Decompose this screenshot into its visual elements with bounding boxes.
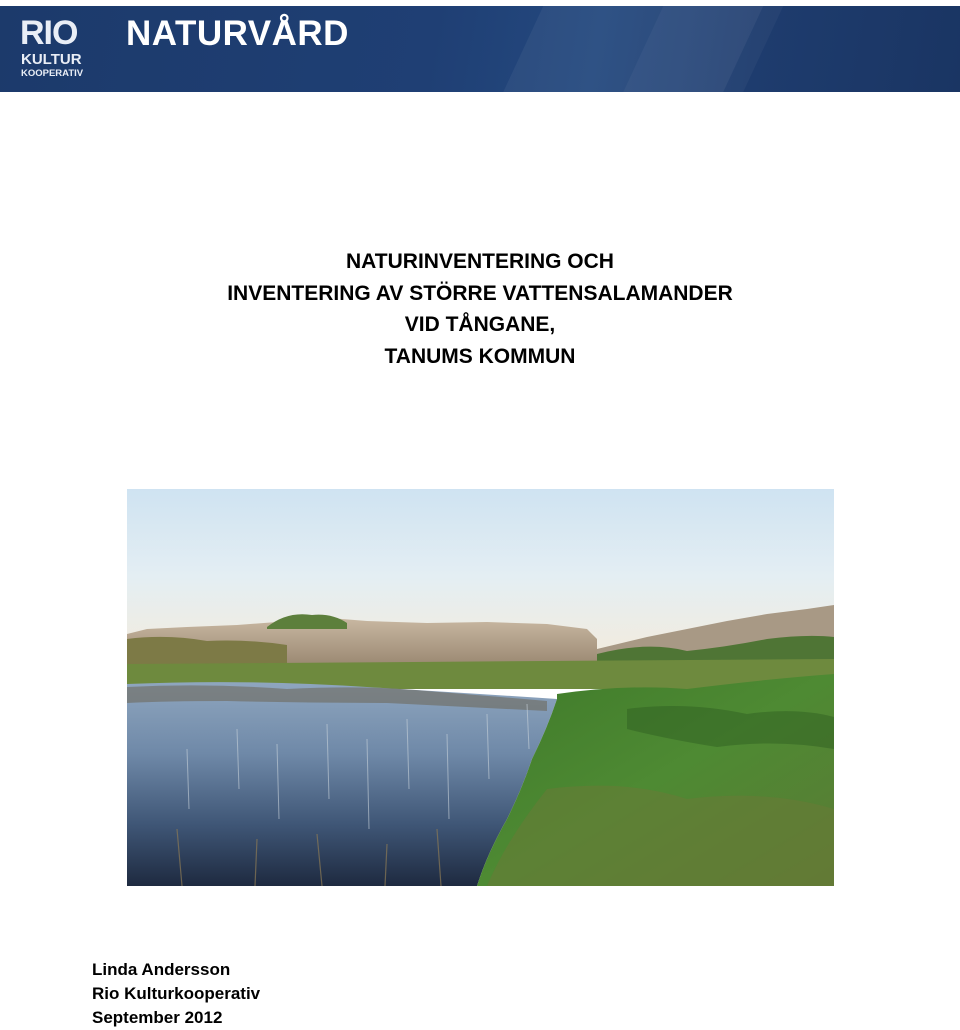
logo-line-rio: RIO — [20, 14, 78, 52]
report-title-line-2: INVENTERING AV STÖRRE VATTENSALAMANDER — [227, 281, 733, 305]
report-title-line-1: NATURINVENTERING OCH — [346, 250, 614, 273]
logo-line-kultur: KULTUR — [21, 51, 82, 68]
rio-kultur-logo — [20, 16, 100, 86]
logo-line-kooperativ: KOOPERATIV — [21, 68, 84, 79]
header-title: NATURVÅRD — [126, 14, 349, 53]
author-name: Linda Andersson — [92, 960, 231, 979]
byline — [92, 958, 260, 1030]
organization-name: Rio Kulturkooperativ — [92, 984, 261, 1003]
report-title — [0, 246, 960, 372]
landscape-photo-icon — [127, 489, 834, 886]
header-banner — [0, 6, 960, 92]
cover-photo — [127, 489, 834, 886]
report-title-line-4: TANUMS KOMMUN — [384, 344, 576, 368]
publication-date: September 2012 — [92, 1008, 223, 1027]
report-title-line-3: VID TÅNGANE, — [404, 313, 556, 336]
